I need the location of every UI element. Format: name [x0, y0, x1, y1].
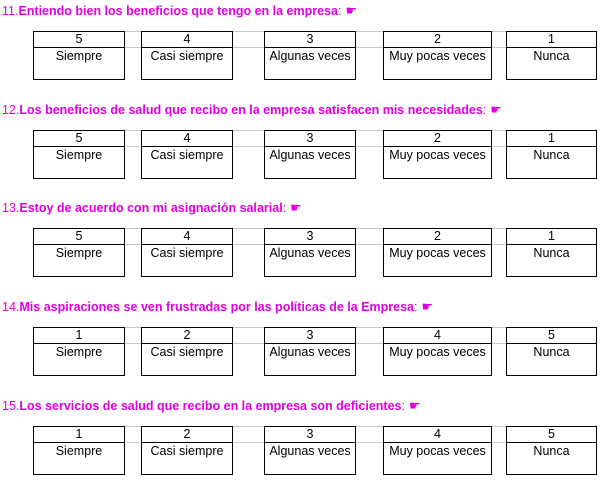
option-box[interactable]	[33, 130, 125, 179]
question-colon: :	[482, 103, 487, 117]
option-value: 1	[548, 229, 555, 243]
option-box[interactable]	[383, 31, 492, 80]
option-label: Casi siempre	[150, 444, 224, 458]
option-box[interactable]	[264, 228, 356, 277]
option-label: Nunca	[533, 49, 570, 63]
option-box[interactable]	[506, 228, 597, 277]
question-number: 13.	[2, 201, 20, 215]
option-box[interactable]	[383, 426, 492, 475]
option-label: Siempre	[55, 148, 103, 162]
question-title	[2, 101, 502, 119]
option-label: Casi siempre	[150, 246, 224, 260]
option-box[interactable]	[33, 228, 125, 277]
option-value: 4	[434, 427, 441, 441]
question-text: Entiendo bien los beneficios que tengo en la empresa	[18, 4, 338, 18]
option-value: 1	[548, 131, 555, 145]
option-value: 5	[75, 32, 83, 46]
question-number: 12.	[2, 103, 20, 117]
pointing-hand-icon: ☛	[408, 398, 421, 413]
option-value: 4	[434, 328, 441, 342]
option-divider	[507, 343, 596, 344]
option-divider	[384, 442, 491, 443]
option-label: Nunca	[533, 345, 570, 359]
option-value: 2	[434, 32, 441, 46]
option-value: 1	[75, 427, 83, 441]
option-box[interactable]	[383, 327, 492, 376]
question-title	[2, 298, 433, 316]
option-divider	[142, 244, 232, 245]
option-value: 5	[75, 131, 83, 145]
option-label: Casi siempre	[150, 345, 224, 359]
option-divider	[142, 146, 232, 147]
option-value: 5	[75, 229, 83, 243]
option-divider	[34, 47, 124, 48]
option-label: Muy pocas veces	[389, 49, 486, 63]
option-box[interactable]	[383, 130, 492, 179]
option-box[interactable]	[33, 31, 125, 80]
option-divider	[265, 442, 355, 443]
pointing-hand-icon: ☛	[421, 299, 434, 314]
option-divider	[507, 442, 596, 443]
option-box[interactable]	[506, 130, 597, 179]
pointing-hand-icon: ☛	[345, 3, 358, 18]
option-value: 5	[548, 328, 555, 342]
option-box[interactable]	[141, 130, 233, 179]
option-label: Casi siempre	[150, 148, 224, 162]
option-label: Nunca	[533, 148, 570, 162]
option-value: 3	[306, 32, 314, 46]
option-value: 5	[548, 427, 555, 441]
option-value: 3	[306, 328, 314, 342]
question-text: Los beneficios de salud que recibo en la empresa satisfacen mis necesidades	[19, 103, 483, 117]
option-divider	[142, 47, 232, 48]
option-value: 3	[306, 229, 314, 243]
option-divider	[142, 343, 232, 344]
option-value: 2	[434, 229, 441, 243]
option-divider	[265, 146, 355, 147]
option-divider	[384, 47, 491, 48]
option-value: 4	[183, 131, 191, 145]
option-box[interactable]	[141, 426, 233, 475]
question-number: 11.	[2, 4, 19, 18]
question-title	[2, 2, 357, 20]
option-box[interactable]	[33, 426, 125, 475]
pointing-hand-icon: ☛	[490, 102, 502, 117]
option-divider	[265, 47, 355, 48]
option-divider	[384, 343, 491, 344]
option-box[interactable]	[264, 327, 356, 376]
question-14	[0, 298, 601, 386]
option-value: 1	[548, 32, 555, 46]
option-divider	[34, 343, 124, 344]
option-box[interactable]	[383, 228, 492, 277]
option-label: Algunas veces	[269, 49, 351, 63]
option-value: 2	[183, 427, 191, 441]
option-value: 1	[75, 328, 83, 342]
option-box[interactable]	[506, 426, 597, 475]
option-box[interactable]	[264, 31, 356, 80]
question-colon: :	[401, 399, 405, 413]
option-divider	[507, 47, 596, 48]
option-divider	[34, 442, 124, 443]
option-box[interactable]	[506, 31, 597, 80]
option-box[interactable]	[141, 31, 233, 80]
option-divider	[507, 146, 596, 147]
option-box[interactable]	[141, 228, 233, 277]
question-colon: :	[282, 201, 287, 215]
option-value: 2	[183, 328, 191, 342]
option-box[interactable]	[33, 327, 125, 376]
option-label: Siempre	[55, 345, 103, 359]
question-text: Mis aspiraciones se ven frustradas por las políticas de la Empresa	[19, 300, 415, 314]
option-divider	[34, 146, 124, 147]
option-box[interactable]	[264, 130, 356, 179]
question-12	[0, 101, 601, 189]
question-11	[0, 2, 601, 90]
option-label: Nunca	[533, 246, 570, 260]
option-label: Muy pocas veces	[389, 148, 486, 162]
option-label: Algunas veces	[269, 246, 351, 260]
option-label: Algunas veces	[269, 148, 351, 162]
option-label: Muy pocas veces	[389, 345, 486, 359]
question-title	[2, 397, 421, 415]
option-label: Muy pocas veces	[389, 246, 486, 260]
option-box[interactable]	[141, 327, 233, 376]
option-value: 4	[183, 32, 191, 46]
option-label: Algunas veces	[269, 444, 351, 458]
option-value: 3	[306, 427, 314, 441]
option-value: 2	[434, 131, 441, 145]
question-text: Los servicios de salud que recibo en la empresa son deficientes	[19, 399, 402, 413]
option-divider	[384, 244, 491, 245]
option-label: Nunca	[533, 444, 570, 458]
option-divider	[142, 442, 232, 443]
option-label: Algunas veces	[269, 345, 351, 359]
question-colon: :	[414, 300, 418, 314]
option-divider	[384, 146, 491, 147]
pointing-hand-icon: ☛	[290, 200, 302, 215]
question-title	[2, 199, 302, 217]
option-label: Casi siempre	[150, 49, 224, 63]
option-value: 3	[306, 131, 314, 145]
option-box[interactable]	[264, 426, 356, 475]
question-number: 15.	[2, 399, 20, 413]
option-box[interactable]	[506, 327, 597, 376]
option-label: Siempre	[55, 49, 103, 63]
option-label: Muy pocas veces	[389, 444, 486, 458]
option-divider	[34, 244, 124, 245]
option-divider	[507, 244, 596, 245]
option-divider	[265, 343, 355, 344]
question-number: 14.	[2, 300, 20, 314]
option-value: 4	[183, 229, 191, 243]
option-label: Siempre	[55, 444, 103, 458]
question-colon: :	[337, 4, 342, 18]
question-15	[0, 397, 601, 485]
question-13	[0, 199, 601, 287]
option-label: Siempre	[55, 246, 103, 260]
question-text: Estoy de acuerdo con mi asignación salarial	[19, 201, 283, 215]
option-divider	[265, 244, 355, 245]
